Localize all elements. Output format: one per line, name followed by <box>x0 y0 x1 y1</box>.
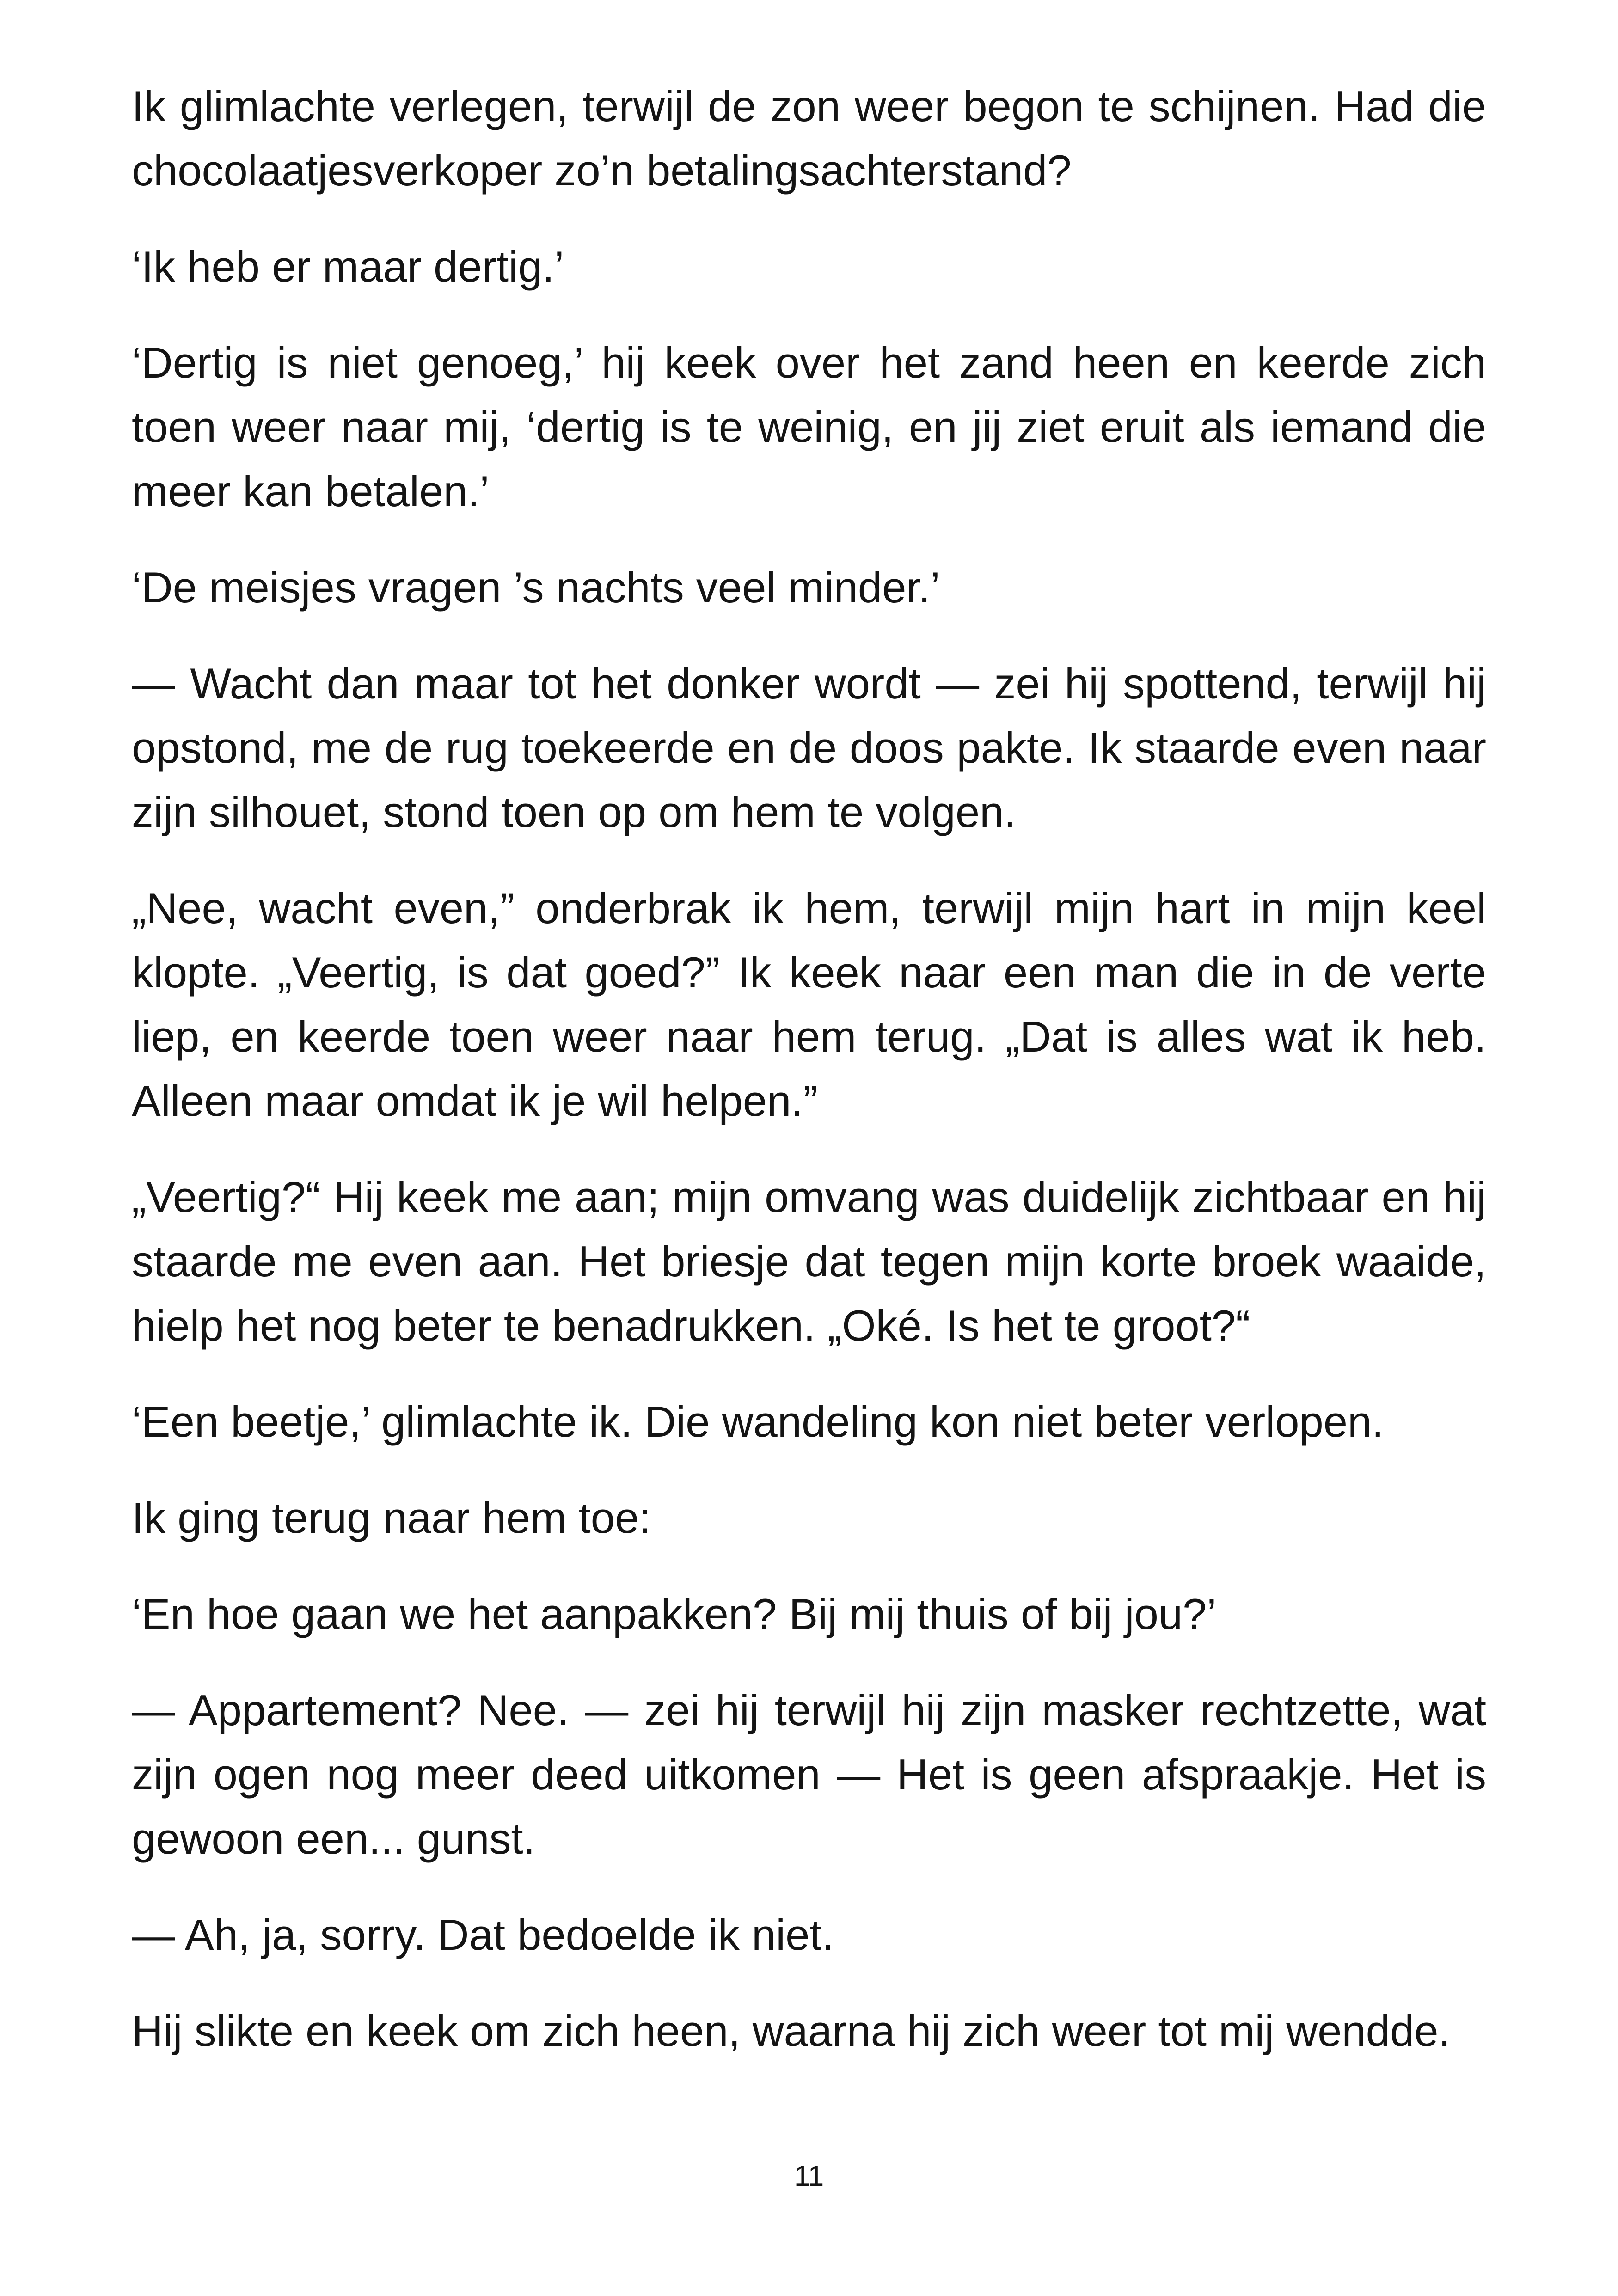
paragraph-2: ‘Ik heb er maar dertig.’ <box>132 242 564 291</box>
paragraph-13: Hij slikte en keek om zich heen, waarna hij zich weer tot mij wendde. <box>132 2007 1451 2055</box>
paragraph-5: — Wacht dan maar tot het donker wordt — zei hij spottend, terwijl hij opstond, me de rug toekeerde en de doos pakte. Ik staarde even naar zijn silhouet, stond toen op om hem te volgen. <box>132 659 1486 836</box>
paragraph-7: „Veertig?“ Hij keek me aan; mijn omvang was duidelijk zichtbaar en hij staarde me even aan. Het briesje dat tegen mijn korte broek waaide, hielp het nog beter te benadrukken. „Oké. Is het te groot?“ <box>132 1173 1486 1350</box>
paragraph-8: ‘Een beetje,’ glimlachte ik. Die wandeling kon niet beter verlopen. <box>132 1397 1384 1446</box>
paragraph-10: ‘En hoe gaan we het aanpakken? Bij mij thuis of bij jou?’ <box>132 1590 1217 1638</box>
paragraph-3: ‘Dertig is niet genoeg,’ hij keek over het zand heen en keerde zich toen weer naar mij, ‘dertig is te weinig, en jij ziet eruit als iemand die meer kan betalen.’ <box>132 338 1486 515</box>
paragraph-4: ‘De meisjes vragen ’s nachts veel minder.’ <box>132 563 940 612</box>
paragraph-9: Ik ging terug naar hem toe: <box>132 1494 651 1542</box>
paragraph-1: Ik glimlachte verlegen, terwijl de zon weer begon te schijnen. Had die chocolaatjesverkoper zo’n betalingsachterstand? <box>132 82 1486 195</box>
paragraph-12: — Ah, ja, sorry. Dat bedoelde ik niet. <box>132 1910 834 1959</box>
body-text <box>132 74 1486 2095</box>
paragraph-11: — Appartement? Nee. — zei hij terwijl hij zijn masker rechtzette, wat zijn ogen nog meer deed uitkomen — Het is geen afspraakje. Het is gewoon een... gunst. <box>132 1686 1486 1863</box>
paragraph-6: „Nee, wacht even,” onderbrak ik hem, terwijl mijn hart in mijn keel klopte. „Veertig, is dat goed?” Ik keek naar een man die in de verte liep, en keerde toen weer naar hem terug. „Dat is alles wat ik heb. Alleen maar omdat ik je wil helpen.” <box>132 884 1486 1125</box>
page-number: 11 <box>794 2160 824 2192</box>
